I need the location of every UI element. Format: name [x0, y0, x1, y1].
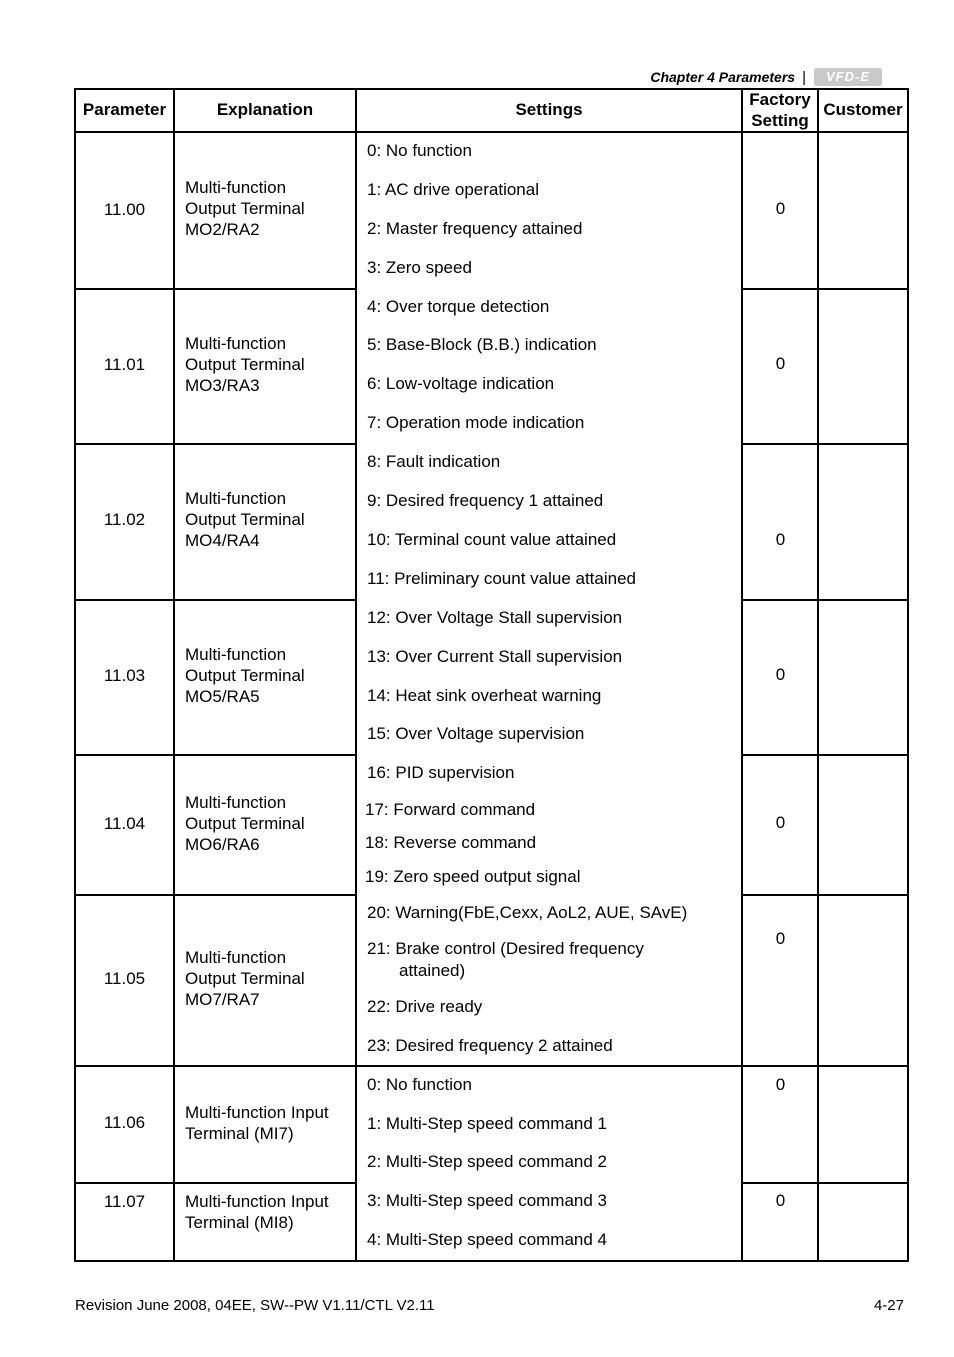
param-number: 11.04	[103, 814, 146, 833]
col-divider-2	[355, 88, 357, 1262]
param-explanation: Multi-function Output Terminal MO3/RA3	[185, 334, 305, 395]
row-sep	[741, 599, 909, 601]
row-sep	[74, 754, 357, 756]
setting-item: 1: AC drive operational	[367, 180, 539, 199]
setting-item: 6: Low-voltage indication	[367, 374, 555, 393]
setting-item: 14: Heat sink overheat warning	[367, 686, 602, 705]
setting-item: 10: Terminal count value attained	[367, 530, 617, 549]
row-sep	[741, 288, 909, 290]
setting-item: 7: Operation mode indication	[367, 413, 585, 432]
setting-item: 16: PID supervision	[367, 763, 515, 782]
setting-item: 9: Desired frequency 1 attained	[367, 491, 604, 510]
param-number: 11.06	[103, 1113, 146, 1132]
table-border-bottom	[74, 1260, 909, 1262]
chapter-title: Chapter 4 Parameters	[650, 69, 796, 85]
setting-item: 0: No function	[367, 141, 472, 160]
header-parameter: Parameter	[82, 100, 167, 119]
footer-page-number: 4-27	[873, 1297, 904, 1314]
row-sep	[741, 443, 909, 445]
setting-item: 4: Multi-Step speed command 4	[367, 1230, 608, 1249]
header-separator: |	[802, 68, 806, 86]
param-explanation: Multi-function Input Terminal (MI7)	[185, 1103, 329, 1143]
header-factory-setting	[743, 89, 817, 131]
param-explanation: Multi-function Output Terminal MO6/RA6	[185, 793, 305, 854]
factory-setting: 0	[775, 929, 786, 948]
param-explanation: Multi-function Output Terminal MO7/RA7	[185, 948, 305, 1009]
param-number: 11.01	[103, 355, 146, 374]
header-factory-line2: Setting	[751, 111, 809, 130]
table-header-bottom	[74, 131, 909, 133]
param-number: 11.02	[103, 510, 146, 529]
table-border-right	[907, 88, 909, 1262]
factory-setting: 0	[775, 813, 786, 832]
row-sep-full	[74, 1065, 909, 1067]
setting-item: 3: Multi-Step speed command 3	[367, 1191, 608, 1210]
header-settings: Settings	[515, 100, 583, 119]
setting-item: 17: Forward command	[365, 800, 536, 819]
setting-item: 3: Zero speed	[367, 258, 472, 277]
setting-item: 21: Brake control (Desired frequency	[367, 939, 644, 958]
setting-item: 5: Base-Block (B.B.) indication	[367, 335, 597, 354]
row-sep	[741, 754, 909, 756]
row-sep	[741, 1182, 909, 1184]
header-explanation: Explanation	[216, 100, 314, 119]
param-explanation: Multi-function Output Terminal MO2/RA2	[185, 178, 305, 239]
param-number: 11.07	[103, 1192, 146, 1211]
setting-item: 2: Master frequency attained	[367, 219, 583, 238]
factory-setting: 0	[775, 1075, 786, 1094]
setting-item: 18: Reverse command	[365, 833, 537, 852]
row-sep	[74, 288, 357, 290]
param-number: 11.03	[103, 666, 146, 685]
param-explanation: Multi-function Input Terminal (MI8)	[185, 1192, 329, 1232]
page-header	[650, 68, 882, 86]
vfd-e-logo: VFD-E	[814, 68, 882, 86]
param-explanation: Multi-function Output Terminal MO5/RA5	[185, 645, 305, 706]
row-sep	[74, 599, 357, 601]
setting-item: 23: Desired frequency 2 attained	[367, 1036, 613, 1055]
setting-item: 8: Fault indication	[367, 452, 501, 471]
header-customer: Customer	[823, 100, 903, 119]
setting-item: 19: Zero speed output signal	[365, 867, 581, 886]
factory-setting: 0	[775, 1191, 786, 1210]
param-number: 11.05	[103, 969, 146, 988]
row-sep	[74, 1182, 357, 1184]
row-sep	[741, 894, 909, 896]
col-divider-1	[173, 88, 175, 1262]
setting-item: 20: Warning(FbE,Cexx, AoL2, AUE, SAvE)	[367, 903, 688, 922]
header-factory-line1: Factory	[749, 90, 811, 109]
setting-item: 0: No function	[367, 1075, 472, 1094]
factory-setting: 0	[775, 199, 786, 218]
row-sep	[74, 894, 357, 896]
row-sep	[74, 443, 357, 445]
setting-item-continued: attained)	[399, 961, 466, 980]
factory-setting: 0	[775, 665, 786, 684]
setting-item: 22: Drive ready	[367, 997, 483, 1016]
param-explanation: Multi-function Output Terminal MO4/RA4	[185, 489, 305, 550]
setting-item: 2: Multi-Step speed command 2	[367, 1152, 608, 1171]
footer-revision: Revision June 2008, 04EE, SW--PW V1.11/CTL V2.11	[75, 1297, 435, 1314]
setting-item: 15: Over Voltage supervision	[367, 724, 585, 743]
setting-item: 12: Over Voltage Stall supervision	[367, 608, 623, 627]
setting-item: 1: Multi-Step speed command 1	[367, 1114, 608, 1133]
factory-setting: 0	[775, 354, 786, 373]
setting-item: 13: Over Current Stall supervision	[367, 647, 623, 666]
factory-setting: 0	[775, 530, 786, 549]
setting-item: 4: Over torque detection	[367, 297, 550, 316]
param-number: 11.00	[103, 200, 146, 219]
setting-item: 11: Preliminary count value attained	[367, 569, 637, 588]
